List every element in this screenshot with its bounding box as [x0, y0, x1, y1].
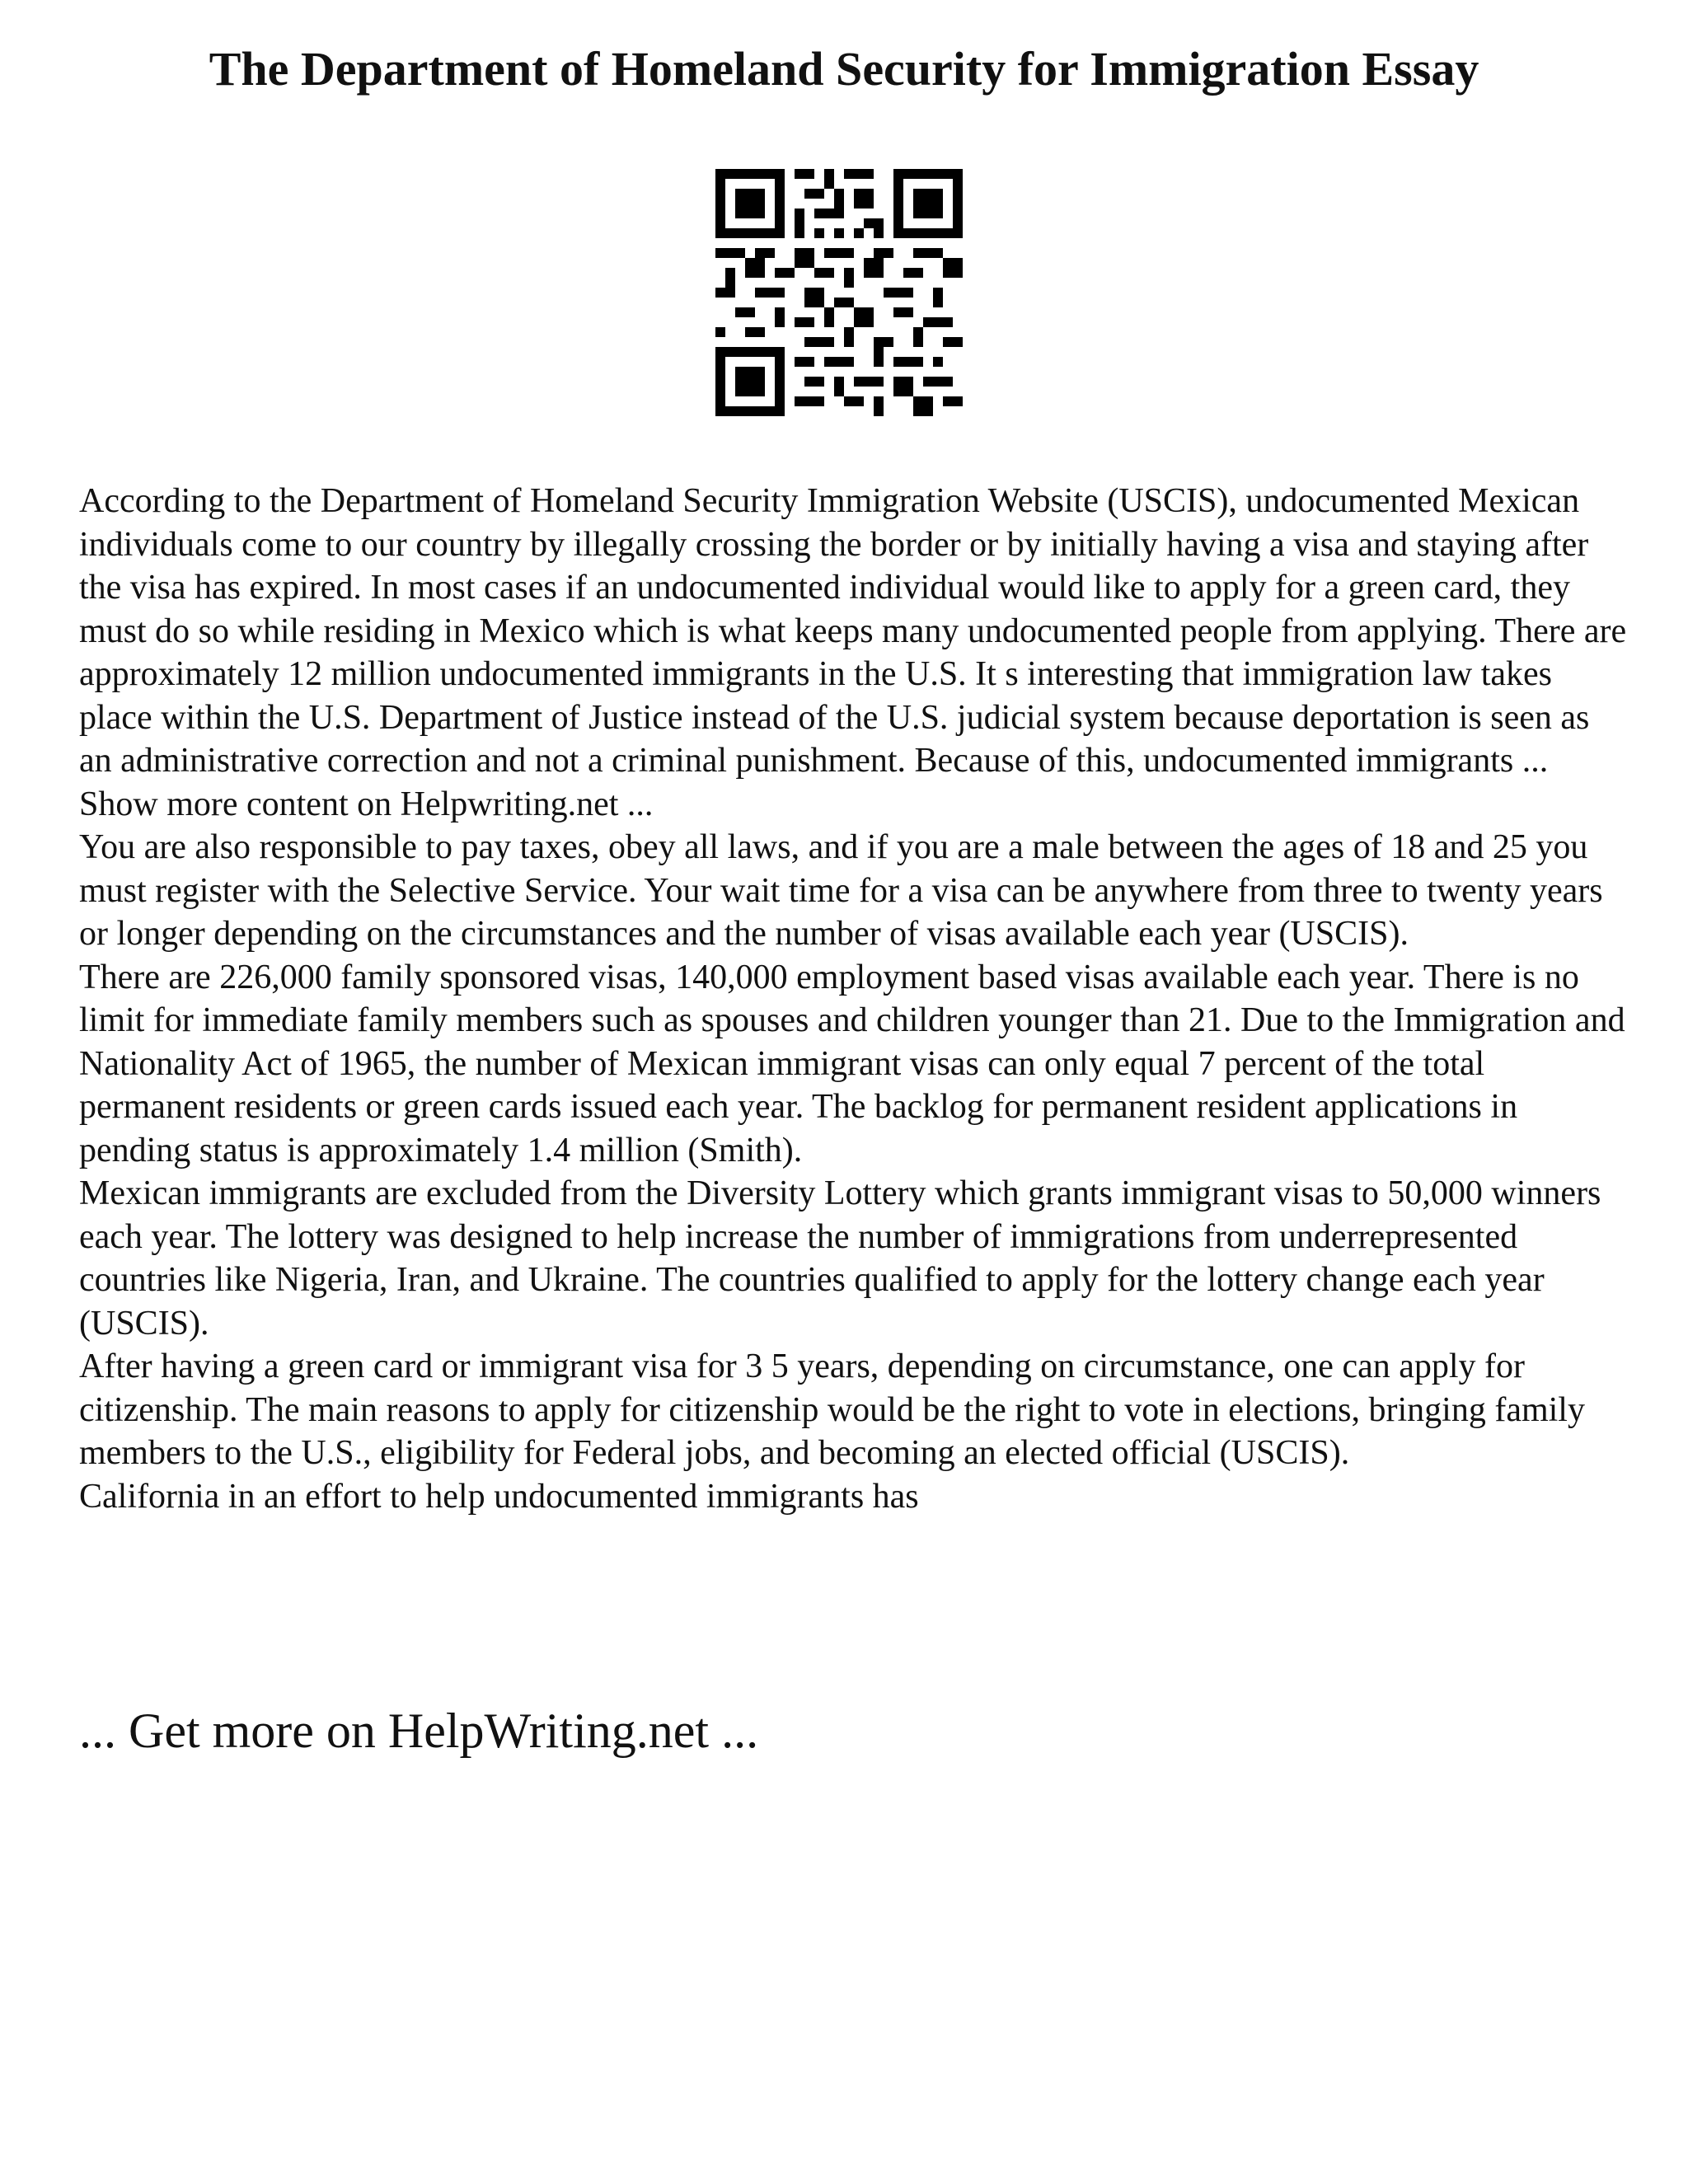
paragraph-5: After having a green card or immigrant visa for 3 5 years, depending on circumstance, one can apply for citizenship. The main reasons to apply for citizenship would be the right to vote in elections, bringing family members to the U.S., eligibility for Federal jobs, and becoming an elected official (USCIS). [79, 1347, 1585, 1472]
paragraph-1: According to the Department of Homeland Security Immigration Website (USCIS), undocumented Mexican individuals come to our country by illegally crossing the border or by initially having a visa and staying after the visa has expired. In most cases if an undocumented individual would like to apply for a green card, they must do so while residing in Mexico which is what keeps many undocumented people from applying. There are approximately 12 million undocumented immigrants in the U.S. It s interesting that immigration law takes place within the U.S. Department of Justice instead of the U.S. judicial system because deportation is seen as an administrative correction and not a criminal punishment. Because of this, undocumented immigrants ... Show more content on Helpwriting.net ... [79, 482, 1627, 823]
essay-body [79, 480, 1629, 1518]
page-title: The Department of Homeland Security for Immigration Essay [209, 42, 1479, 96]
paragraph-6: California in an effort to help undocumented immigrants has [79, 1477, 919, 1516]
qr-code-icon [715, 169, 963, 416]
paragraph-2: You are also responsible to pay taxes, obey all laws, and if you are a male between the ages of 18 and 25 you must register with the Selective Service. Your wait time for a visa can be anywhere from three to twenty years or longer depending on the circumstances and the number of visas available each year (USCIS). [79, 828, 1603, 953]
get-more-link[interactable]: ... Get more on HelpWriting.net ... [79, 1704, 759, 1758]
paragraph-4: Mexican immigrants are excluded from the Diversity Lottery which grants immigrant visas to 50,000 winners each year. The lottery was designed to help increase the number of immigrations from underrepresented countries like Nigeria, Iran, and Ukraine. The countries qualified to apply for the lottery change each year (USCIS). [79, 1174, 1601, 1343]
paragraph-3: There are 226,000 family sponsored visas, 140,000 employment based visas available each year. There is no limit for immediate family members such as spouses and children younger than 21. Due to the Immigration and Nationality Act of 1965, the number of Mexican immigrant visas can only equal 7 percent of the total permanent residents or green cards issued each year. The backlog for permanent resident applications in pending status is approximately 1.4 million (Smith). [79, 958, 1625, 1169]
